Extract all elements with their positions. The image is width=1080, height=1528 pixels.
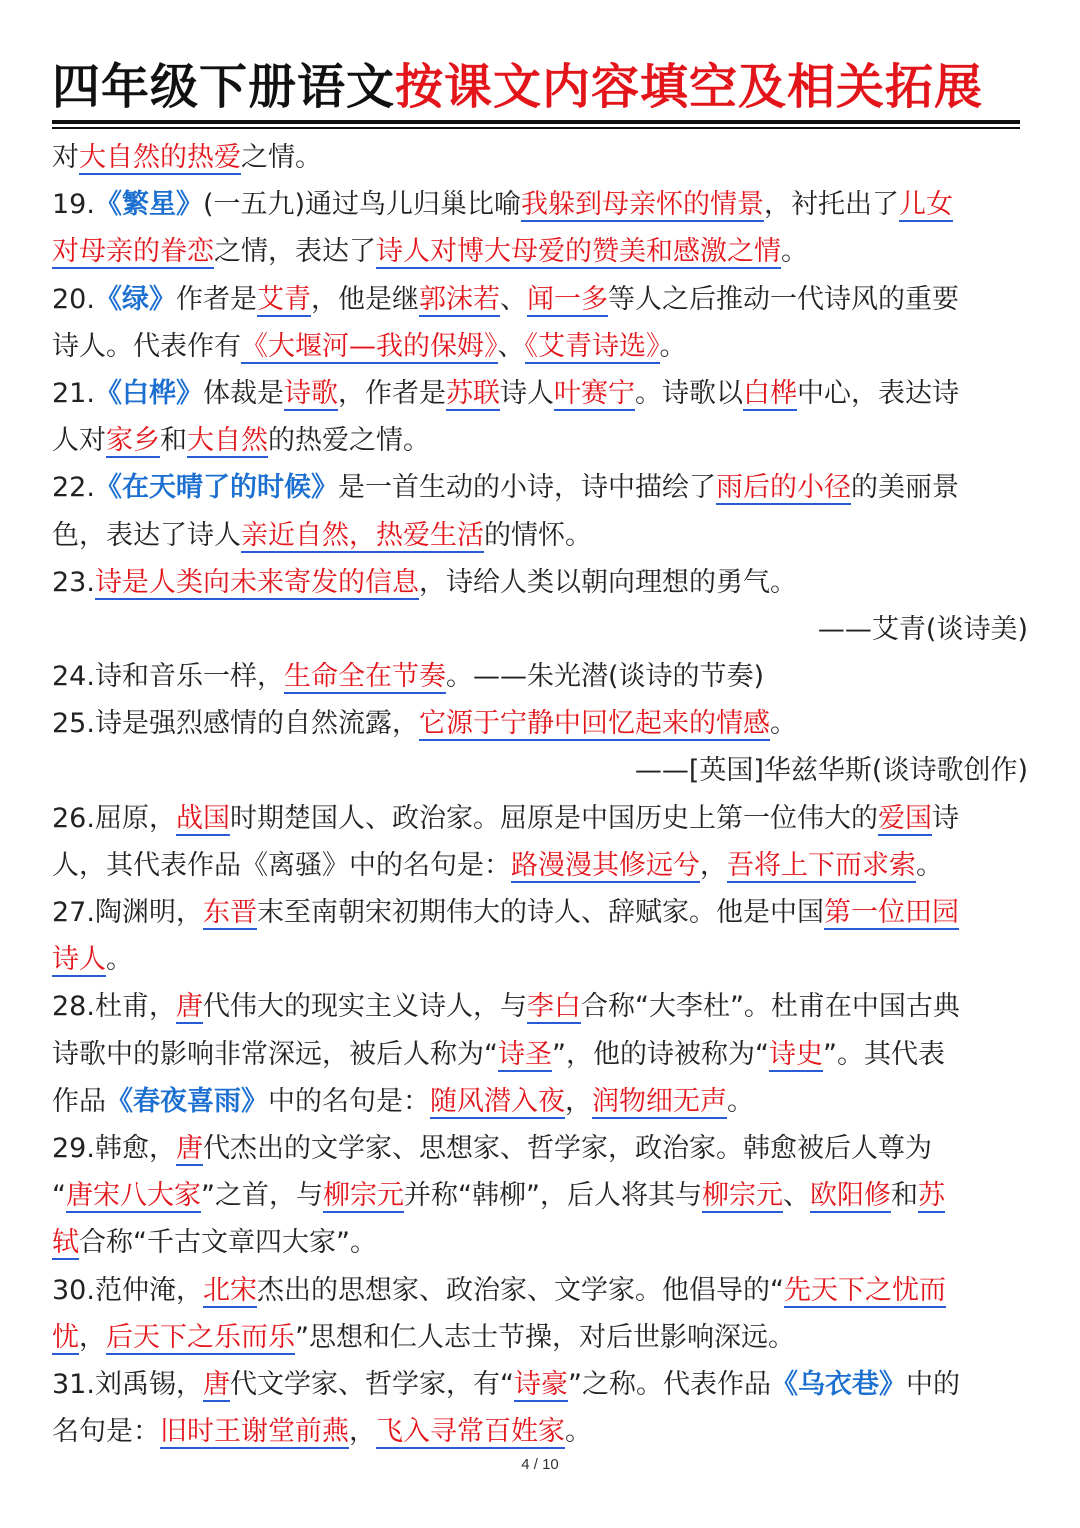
plain-text: ， [565, 1085, 592, 1117]
text-line [52, 795, 1028, 842]
text-line [52, 464, 1028, 511]
fill-answer: 艾青 [256, 283, 311, 315]
fill-answer: 叶赛宁 [553, 377, 635, 409]
fill-answer: 唐 [202, 1368, 230, 1400]
text-line [52, 1267, 1028, 1314]
fill-answer: 润物细无声 [592, 1085, 727, 1117]
plain-text: 25.诗是强烈感情的自然流露， [52, 708, 419, 740]
text-line [52, 181, 1028, 228]
plain-text: ”之称。代表作品 [567, 1368, 771, 1400]
plain-text: 、 [499, 283, 527, 315]
plain-text: 27.陶渊明， [52, 897, 203, 928]
plain-text: ，作者是 [337, 377, 446, 409]
plain-text: ”思想和仁人志士节操，对后世影响深远。 [295, 1321, 795, 1353]
fill-answer: 随风潜入夜 [430, 1085, 565, 1117]
fill-answer: 我躲到母亲怀的情景 [521, 189, 765, 221]
work-title: 《春夜喜雨》 [106, 1085, 268, 1117]
work-title: 《在天晴了的时候》 [94, 472, 338, 504]
plain-text: 对 [52, 142, 79, 173]
fill-answer: 后天下之乐而乐 [106, 1321, 295, 1353]
plain-text: ——艾青(谈诗美) [817, 613, 1028, 645]
plain-text: 之情，表达了 [214, 236, 376, 268]
header-title-red: 按课文内容填空及相关拓展 [395, 59, 984, 115]
work-title: 《绿》 [94, 283, 176, 315]
text-line [52, 1078, 1028, 1125]
plain-text: ”之首，与 [201, 1180, 323, 1212]
text-line [52, 1361, 1028, 1408]
plain-text: 和 [160, 425, 187, 457]
fill-answer: 《大堰河—我的保姆》 [241, 330, 498, 362]
plain-text: 21. [52, 377, 95, 409]
plain-text: 诗人 [499, 377, 554, 409]
fill-answer: 飞入寻常百姓家 [376, 1416, 565, 1448]
fill-answer: 《艾青诗选》 [524, 330, 660, 362]
fill-answer: 诗是人类向未来寄发的信息 [94, 566, 419, 598]
plain-text: 合称“千古文章四大家”。 [79, 1227, 377, 1259]
plain-text: 并称“韩柳”，后人将其与 [404, 1180, 702, 1212]
fill-answer: 诗人 [52, 944, 106, 976]
fill-answer: 诗史 [768, 1038, 823, 1070]
plain-text: 诗人。代表作有 [52, 330, 241, 362]
plain-text: ，他是继 [310, 283, 419, 315]
header-title-black: 四年级下册语文 [52, 59, 396, 115]
plain-text: 。诗歌以 [634, 377, 743, 409]
fill-answer: 柳宗元 [323, 1180, 404, 1212]
fill-answer: 柳宗元 [701, 1180, 783, 1212]
text-line [52, 747, 1028, 794]
plain-text: 和 [890, 1180, 918, 1212]
plain-text: 末至南朝宋初期伟大的诗人、辞赋家。他是中国 [256, 897, 824, 928]
fill-answer: 诗歌 [283, 377, 338, 409]
page-number: 4 / 10 [521, 1456, 559, 1473]
plain-text: 。 [781, 236, 808, 268]
plain-text: 代杰出的文学家、思想家、哲学家，政治家。韩愈被后人尊为 [202, 1132, 932, 1164]
text-line [52, 700, 1028, 747]
plain-text: 29.韩愈， [52, 1132, 176, 1164]
fill-answer: 大自然的热爱 [79, 142, 241, 173]
fill-answer: 亲近自然，热爱生活 [241, 519, 484, 551]
fill-answer: 苏联 [445, 377, 500, 409]
document-body [52, 134, 1028, 1455]
plain-text: 合称“大李杜”。杜甫在中国古典 [580, 991, 960, 1023]
fill-answer: 爱国 [877, 802, 932, 834]
plain-text: 。 [916, 849, 943, 881]
text-line [52, 606, 1028, 653]
plain-text: 等人之后推动一代诗风的重要 [607, 283, 959, 315]
plain-text: 诗 [931, 802, 959, 834]
fill-answer: 东晋 [202, 897, 257, 928]
plain-text: 。 [106, 944, 133, 976]
plain-text: ”，他的诗被称为“ [552, 1038, 769, 1070]
plain-text: 中的名句是： [268, 1085, 430, 1117]
text-line [52, 512, 1028, 559]
text-line [52, 1031, 1028, 1078]
plain-text: 作品 [52, 1085, 106, 1117]
plain-text: (一五九)通过鸟儿归巢比喻 [202, 189, 522, 221]
plain-text: ——[英国]华兹华斯(谈诗歌创作) [634, 755, 1028, 787]
text-line [52, 1314, 1028, 1361]
plain-text: 。 [565, 1416, 592, 1448]
fill-answer: 对母亲的眷恋 [52, 236, 214, 268]
fill-answer: 唐 [175, 1132, 203, 1164]
plain-text: ， [349, 1416, 376, 1448]
plain-text: 、 [782, 1180, 810, 1212]
plain-text: ， [700, 849, 727, 881]
fill-answer: 李白 [526, 991, 581, 1023]
fill-answer: 唐 [175, 991, 203, 1023]
plain-text: 、 [497, 330, 525, 362]
plain-text: 人对 [52, 425, 106, 457]
work-title: 《乌衣巷》 [770, 1368, 906, 1400]
text-line [52, 228, 1028, 275]
plain-text: 的热爱之情。 [268, 425, 430, 457]
text-line [52, 323, 1028, 370]
plain-text: 22. [52, 472, 95, 504]
plain-text: 。 [659, 330, 687, 362]
text-line [52, 1172, 1028, 1219]
plain-text: ，诗给人类以朝向理想的勇气。 [418, 566, 797, 598]
plain-text: 色，表达了诗人 [52, 519, 241, 551]
plain-text: 体裁是 [202, 377, 284, 409]
text-line [52, 842, 1028, 889]
plain-text: ，衬托出了 [764, 189, 900, 221]
work-title: 《繁星》 [94, 189, 203, 221]
plain-text: ， [79, 1321, 106, 1353]
text-line [52, 417, 1028, 464]
fill-answer: 战国 [175, 802, 230, 834]
text-line [52, 1219, 1028, 1266]
plain-text: 的美丽景 [850, 472, 959, 504]
plain-text: 是一首生动的小诗，诗中描绘了 [337, 472, 716, 504]
plain-text: 。——朱光潜(谈诗的节奏) [445, 661, 765, 693]
plain-text: 诗歌中的影响非常深远，被后人称为“ [52, 1038, 498, 1070]
fill-answer: 第一位田园 [823, 897, 959, 928]
fill-answer: 唐宋八大家 [66, 1180, 201, 1212]
plain-text: 。 [769, 708, 797, 740]
plain-text: 30.范仲淹， [52, 1274, 203, 1306]
plain-text: 26.屈原， [52, 802, 176, 834]
fill-answer: 诗圣 [498, 1038, 552, 1070]
fill-answer: 诗豪 [513, 1368, 568, 1400]
fill-answer: 雨后的小径 [715, 472, 851, 504]
text-line [52, 653, 1028, 700]
work-title: 《白桦》 [94, 377, 203, 409]
fill-answer: 北宋 [202, 1274, 257, 1306]
plain-text: 23. [52, 566, 95, 598]
page-header [52, 52, 1020, 122]
fill-answer: 白桦 [742, 377, 797, 409]
plain-text: 20. [52, 283, 95, 315]
fill-answer: 旧时王谢堂前燕 [160, 1416, 349, 1448]
fill-answer: 大自然 [187, 425, 268, 457]
plain-text: 代文学家、哲学家，有“ [229, 1368, 514, 1400]
fill-answer: 苏 [917, 1180, 945, 1212]
plain-text: 的情怀。 [484, 519, 592, 551]
plain-text: 中的 [905, 1368, 960, 1400]
text-line [52, 276, 1028, 323]
plain-text: 。 [727, 1085, 754, 1117]
fill-answer: 诗人对博大母爱的赞美和感激之情 [376, 236, 781, 268]
header-rule-thick [52, 120, 1020, 124]
header-rule-thin [52, 127, 1020, 129]
text-line [52, 370, 1028, 417]
text-line [52, 559, 1028, 606]
plain-text: 时期楚国人、政治家。屈原是中国历史上第一位伟大的 [229, 802, 878, 834]
fill-answer: 家乡 [106, 425, 160, 457]
plain-text: 中心，表达诗 [796, 377, 959, 409]
fill-answer: 郭沫若 [418, 283, 500, 315]
plain-text: 名句是： [52, 1416, 160, 1448]
plain-text: 代伟大的现实主义诗人，与 [202, 991, 527, 1023]
fill-answer: 先天下之忧而 [783, 1274, 946, 1306]
text-line [52, 1408, 1028, 1455]
fill-answer: 生命全在节奏 [283, 661, 446, 693]
fill-answer: 它源于宁静中回忆起来的情感 [418, 708, 770, 740]
text-line [52, 134, 1028, 181]
fill-answer: 轼 [52, 1227, 79, 1259]
plain-text: 31.刘禹锡， [52, 1368, 203, 1400]
fill-answer: 路漫漫其修远兮 [511, 849, 700, 881]
fill-answer: 儿女 [899, 189, 954, 221]
plain-text: 19. [52, 189, 95, 221]
plain-text: 人，其代表作品《离骚》中的名句是： [52, 849, 511, 881]
text-line [52, 889, 1028, 936]
text-line [52, 936, 1028, 983]
plain-text: ”。其代表 [822, 1038, 945, 1070]
plain-text: 杰出的思想家、政治家、文学家。他倡导的“ [256, 1274, 784, 1306]
plain-text: 24.诗和音乐一样， [52, 661, 284, 693]
plain-text: “ [52, 1180, 66, 1212]
fill-answer: 忧 [52, 1321, 79, 1353]
plain-text: 之情。 [241, 142, 322, 173]
fill-answer: 欧阳修 [809, 1180, 891, 1212]
fill-answer: 闻一多 [526, 283, 608, 315]
text-line [52, 1125, 1028, 1172]
text-line [52, 983, 1028, 1030]
fill-answer: 吾将上下而求索 [727, 849, 916, 881]
plain-text: 28.杜甫， [52, 991, 176, 1023]
plain-text: 作者是 [175, 283, 257, 315]
